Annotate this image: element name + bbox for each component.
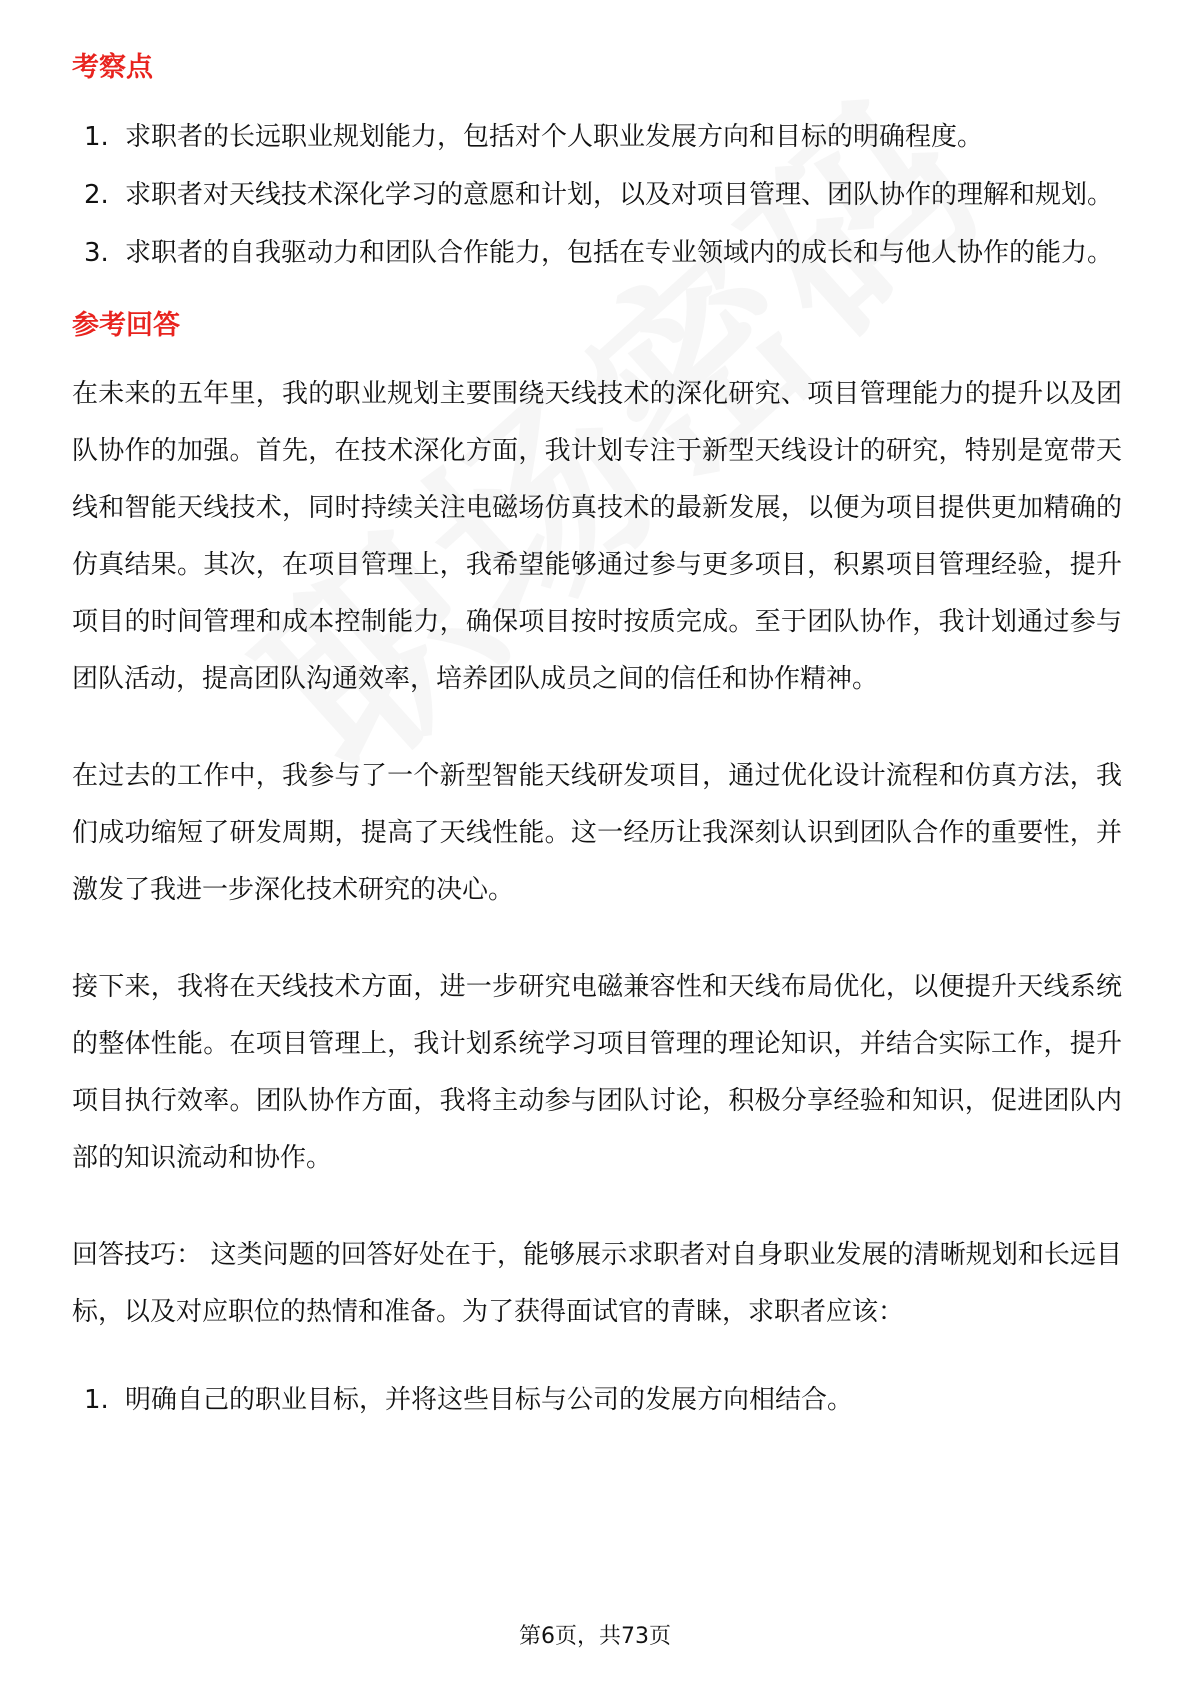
list-item-text: 明确自己的职业目标，并将这些目标与公司的发展方向相结合。: [125, 1385, 854, 1415]
document-body: [72, 48, 1122, 1429]
list-item-number: 2.: [84, 180, 109, 210]
list-item: [72, 166, 1122, 224]
list-item: [72, 1371, 1122, 1429]
list-item-text: 求职者对天线技术深化学习的意愿和计划，以及对项目管理、团队协作的理解和规划。: [125, 180, 1114, 210]
exam-points-list: [72, 108, 1122, 282]
list-item-number: 1.: [84, 122, 109, 152]
answer-paragraph: 接下来，我将在天线技术方面，进一步研究电磁兼容性和天线布局优化，以便提升天线系统的整体性能。在项目管理上，我计划系统学习项目管理的理论知识，并结合实际工作，提升项目执行效率。团队协作方面，我将主动参与团队讨论，积极分享经验和知识，促进团队内部的知识流动和协作。: [72, 972, 1122, 1173]
list-item: [72, 108, 1122, 166]
exam-points-heading: 考察点: [72, 52, 153, 83]
page-number-footer: 第6页，共73页: [519, 1624, 671, 1649]
answer-paragraph: 在过去的工作中，我参与了一个新型智能天线研发项目，通过优化设计流程和仿真方法，我们成功缩短了研发周期，提高了天线性能。这一经历让我深刻认识到团队合作的重要性，并激发了我进一步深化技术研究的决心。: [72, 761, 1122, 905]
list-item-text: 求职者的自我驱动力和团队合作能力，包括在专业领域内的成长和与他人协作的能力。: [125, 238, 1114, 268]
answer-tips-paragraph: 回答技巧： 这类问题的回答好处在于，能够展示求职者对自身职业发展的清晰规划和长远目标，以及对应职位的热情和准备。为了获得面试官的青睐，求职者应该：: [72, 1240, 1122, 1327]
reference-answer-heading: 参考回答: [72, 310, 180, 341]
list-item: [72, 224, 1122, 282]
list-item-number: 1.: [84, 1385, 109, 1415]
answer-paragraph: 在未来的五年里，我的职业规划主要围绕天线技术的深化研究、项目管理能力的提升以及团队协作的加强。首先，在技术深化方面，我计划专注于新型天线设计的研究，特别是宽带天线和智能天线技术，同时持续关注电磁场仿真技术的最新发展，以便为项目提供更加精确的仿真结果。其次，在项目管理上，我希望能够通过参与更多项目，积累项目管理经验，提升项目的时间管理和成本控制能力，确保项目按时按质完成。至于团队协作，我计划通过参与团队活动，提高团队沟通效率，培养团队成员之间的信任和协作精神。: [72, 379, 1122, 694]
tips-list: [72, 1371, 1122, 1429]
list-item-text: 求职者的长远职业规划能力，包括对个人职业发展方向和目标的明确程度。: [125, 122, 984, 152]
list-item-number: 3.: [84, 238, 109, 268]
